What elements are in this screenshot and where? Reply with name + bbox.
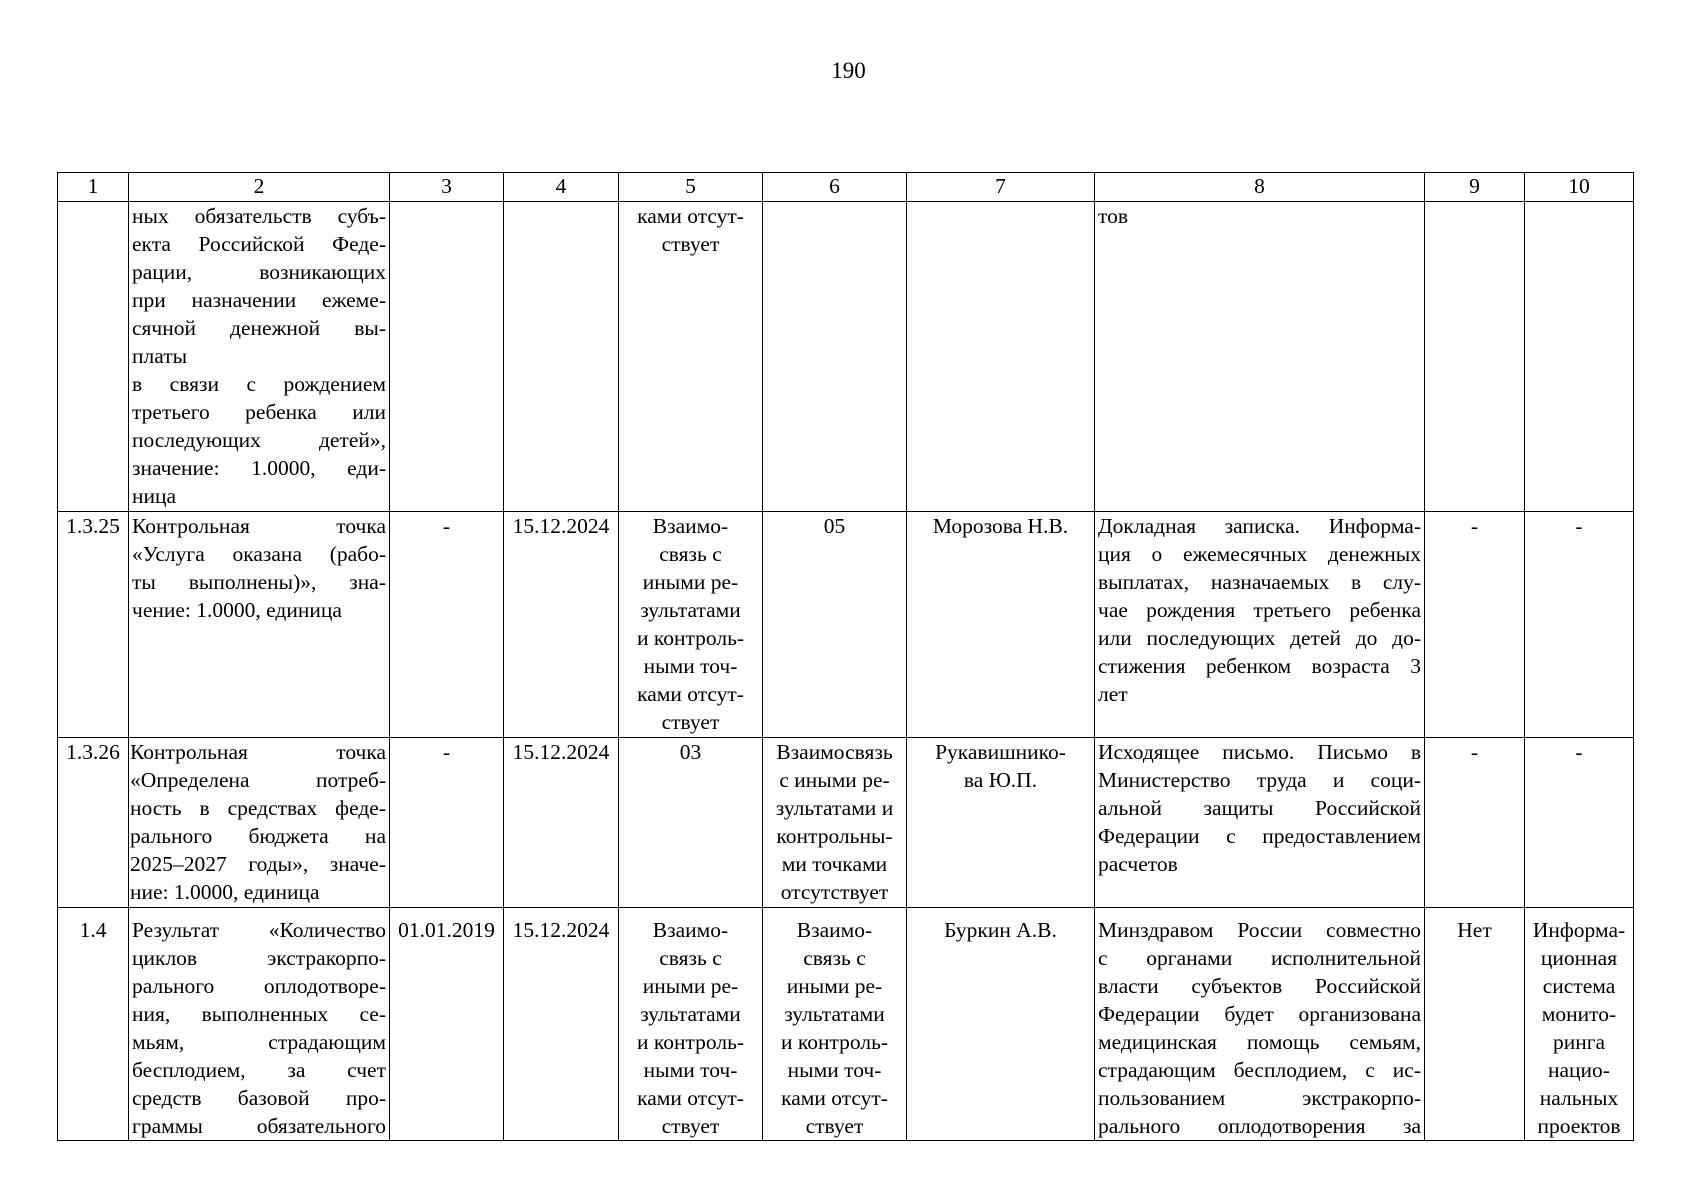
cell-document: Докладная записка. Информа- ция о ежемесячных денежных выплатах, назначаемых в слу- чае рождения третьего ребенка или последующих детей до до- стижения ребенком возраста 3 лет [1095,512,1425,738]
cell-number [58,202,129,512]
cell-col9 [1425,202,1525,512]
header-cell: 2 [129,173,390,202]
cell-col10: Информа- ционная система монито- ринга нацио- нальных проектов [1525,908,1634,1141]
header-cell: 10 [1525,173,1634,202]
header-cell: 9 [1425,173,1525,202]
cell-col9: - [1425,512,1525,738]
header-cell: 7 [907,173,1095,202]
header-cell: 6 [763,173,907,202]
cell-col6: Взаимосвязь с иными ре- зультатами и контрольны- ми точками отсутствует [763,738,907,908]
cell-col9: - [1425,738,1525,908]
page-number: 190 [831,58,866,83]
table-row [58,512,1634,738]
cell-description: Результат «Количество циклов экстракорпо- рального оплодотворе- ния, выполненных се- мьям, страдающим бесплодием, за счет средств базовой про- граммы обязательного [129,908,390,1141]
cell-description: Контрольная точка «Определена потреб- ность в средствах феде- рального бюджета на 2025–2027 годы», значе- ние: 1.0000, единица [129,738,390,908]
cell-relation: ками отсут- ствует [619,202,763,512]
cell-end-date: 15.12.2024 [504,908,619,1141]
cell-end-date: 15.12.2024 [504,738,619,908]
cell-document: тов [1095,202,1425,512]
cell-start-date [390,202,504,512]
cell-document: Исходящее письмо. Письмо в Министерство труда и соци- альной защиты Российской Федерации с предоставлением расчетов [1095,738,1425,908]
header-row [58,173,1634,202]
cell-start-date: - [390,512,504,738]
cell-number: 1.3.26 [58,738,129,908]
header-cell: 1 [58,173,129,202]
cell-start-date: 01.01.2019 [390,908,504,1141]
cell-description: ных обязательств субъ- екта Российской Феде- рации, возникающих при назначении ежеме- сячной денежной вы- платы в связи с рождением третьего ребенка или последующих детей», значение: 1.0000, еди- ница [129,202,390,512]
cell-relation: 03 [619,738,763,908]
cell-responsible [907,202,1095,512]
data-table [57,172,1634,1141]
cell-col9: Нет [1425,908,1525,1141]
table-row [58,202,1634,512]
cell-responsible: Рукавишнико- ва Ю.П. [907,738,1095,908]
cell-description: Контрольная точка «Услуга оказана (рабо- ты выполнены)», зна- чение: 1.0000, единица [129,512,390,738]
header-cell: 4 [504,173,619,202]
table-row [58,738,1634,908]
cell-end-date [504,202,619,512]
cell-responsible: Буркин А.В. [907,908,1095,1141]
cell-col6: Взаимо- связь с иными ре- зультатами и контроль- ными точ- ками отсут- ствует [763,908,907,1141]
header-cell: 3 [390,173,504,202]
header-cell: 8 [1095,173,1425,202]
header-cell: 5 [619,173,763,202]
cell-number: 1.3.25 [58,512,129,738]
cell-end-date: 15.12.2024 [504,512,619,738]
cell-col10 [1525,202,1634,512]
table-row [58,908,1634,1141]
cell-document: Минздравом России совместно с органами исполнительной власти субъектов Российской Федерации будет организована медицинская помощь семьям, страдающим бесплодием, с ис- пользованием экстракорпо- рального оплодотворения за [1095,908,1425,1141]
cell-responsible: Морозова Н.В. [907,512,1095,738]
cell-col10: - [1525,512,1634,738]
cell-relation: Взаимо- связь с иными ре- зультатами и контроль- ными точ- ками отсут- ствует [619,512,763,738]
cell-start-date: - [390,738,504,908]
cell-relation: Взаимо- связь с иными ре- зультатами и контроль- ными точ- ками отсут- ствует [619,908,763,1141]
cell-col6 [763,202,907,512]
cell-number: 1.4 [58,908,129,1141]
cell-col6: 05 [763,512,907,738]
cell-col10: - [1525,738,1634,908]
